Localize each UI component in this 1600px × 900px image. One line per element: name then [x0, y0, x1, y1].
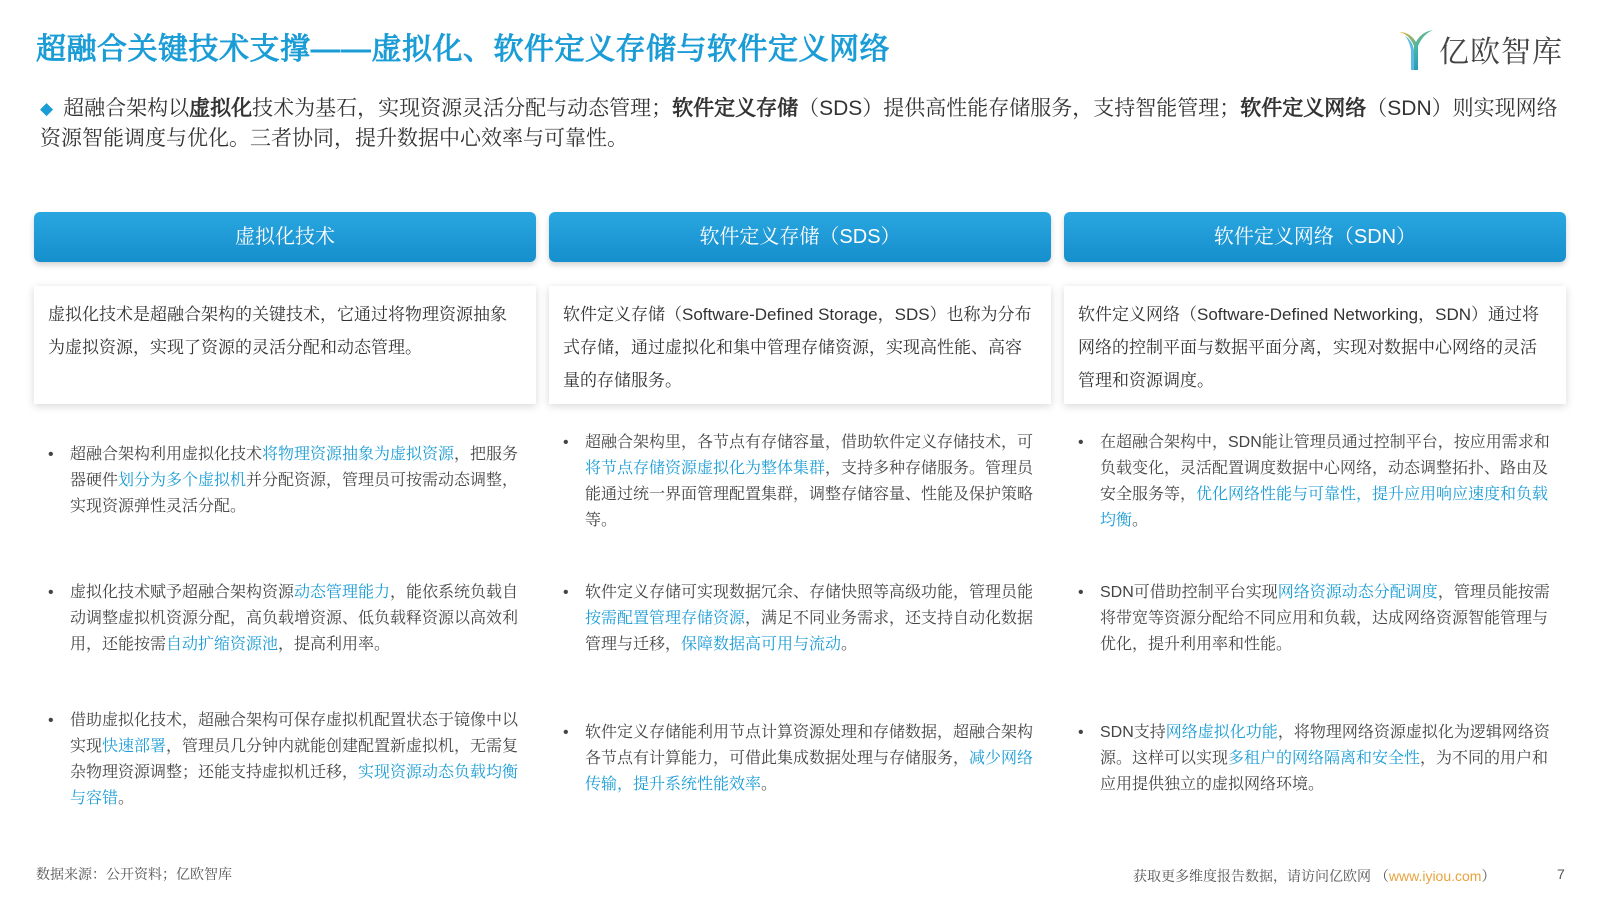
- page-title: 超融合关键技术支撑——虚拟化、软件定义存储与软件定义网络: [36, 33, 890, 66]
- column-description: 虚拟化技术是超融合架构的关键技术，它通过将物理资源抽象为虚拟资源，实现了资源的灵活分配和动态管理。: [34, 286, 536, 404]
- footer-more-info: 获取更多维度报告数据，请访问亿欧网 （www.iyiou.com）: [1133, 868, 1496, 884]
- data-source-note: 数据来源：公开资料；亿欧智库: [36, 866, 232, 882]
- logo-text: 亿欧智库: [1439, 36, 1563, 69]
- list-item: • 在超融合架构中，SDN能让管理员通过控制平台，按应用需求和负载变化，灵活配置调度数据中心网络，动态调整拓扑、路由及安全服务等，优化网络性能与可靠性，提升应用响应速度和负载均衡。: [1078, 434, 1550, 529]
- website-link[interactable]: www.iyiou.com: [1388, 868, 1482, 884]
- diamond-bullet-icon: ◆: [40, 99, 54, 118]
- brand-logo: [1395, 26, 1563, 72]
- column-description: 软件定义网络（Software-Defined Networking，SDN）通过将网络的控制平面与数据平面分离，实现对数据中心网络的灵活管理和资源调度。: [1064, 286, 1566, 404]
- column-description: 软件定义存储（Software-Defined Storage，SDS）也称为分布式存储，通过虚拟化和集中管理存储资源，实现高性能、高容量的存储服务。: [549, 286, 1051, 404]
- column-sds: [549, 212, 1051, 793]
- page-number: 7: [1557, 866, 1565, 882]
- list-item: • 虚拟化技术赋予超融合架构资源动态管理能力，能依系统负载自动调整虚拟机资源分配，高负载增资源、低负载释资源以高效利用，还能按需自动扩缩资源池，提高利用率。: [48, 584, 519, 653]
- list-item: • SDN可借助控制平台实现网络资源动态分配调度，管理员能按需将带宽等资源分配给不同应用和负载，达成网络资源智能管理与优化，提升利用率和性能。: [1078, 584, 1550, 653]
- list-item: • 超融合架构里，各节点有存储容量，借助软件定义存储技术，可将节点存储资源虚拟化为整体集群，支持多种存储服务。管理员能通过统一界面管理配置集群，调整存储容量、性能及保护策略等。: [563, 434, 1034, 529]
- list-item: • 软件定义存储可实现数据冗余、存储快照等高级功能，管理员能按需配置管理存储资源，满足不同业务需求，还支持自动化数据管理与迁移，保障数据高可用与流动。: [563, 584, 1034, 653]
- column-header: 软件定义网络（SDN）: [1064, 212, 1566, 262]
- list-item: • 超融合架构利用虚拟化技术将物理资源抽象为虚拟资源，把服务器硬件划分为多个虚拟机并分配资源，管理员可按需动态调整，实现资源弹性灵活分配。: [48, 446, 519, 515]
- column-sdn: [1064, 212, 1566, 793]
- list-item: • 软件定义存储能利用节点计算资源处理和存储数据，超融合架构各节点有计算能力，可借此集成数据处理与存储服务，减少网络传输，提升系统性能效率。: [563, 724, 1034, 793]
- column-header: 软件定义存储（SDS）: [549, 212, 1051, 262]
- intro-paragraph: ◆ 超融合架构以虚拟化技术为基石，实现资源灵活分配与动态管理；软件定义存储（SDS）提供高性能存储服务，支持智能管理；软件定义网络（SDN）则实现网络资源智能调度与优化。三者协同，提升数据中心效率与可靠性。: [40, 94, 1560, 154]
- list-item: • SDN支持网络虚拟化功能，将物理网络资源虚拟化为逻辑网络资源。这样可以实现多租户的网络隔离和安全性，为不同的用户和应用提供独立的虚拟网络环境。: [1078, 724, 1550, 793]
- column-header: 虚拟化技术: [34, 212, 536, 262]
- yiou-logo-icon: [1395, 26, 1435, 72]
- column-virtualization: [34, 212, 536, 807]
- list-item: • 借助虚拟化技术，超融合架构可保存虚拟机配置状态于镜像中以实现快速部署，管理员几分钟内就能创建配置新虚拟机，无需复杂物理资源调整；还能支持虚拟机迁移，实现资源动态负载均衡与容错。: [48, 712, 519, 807]
